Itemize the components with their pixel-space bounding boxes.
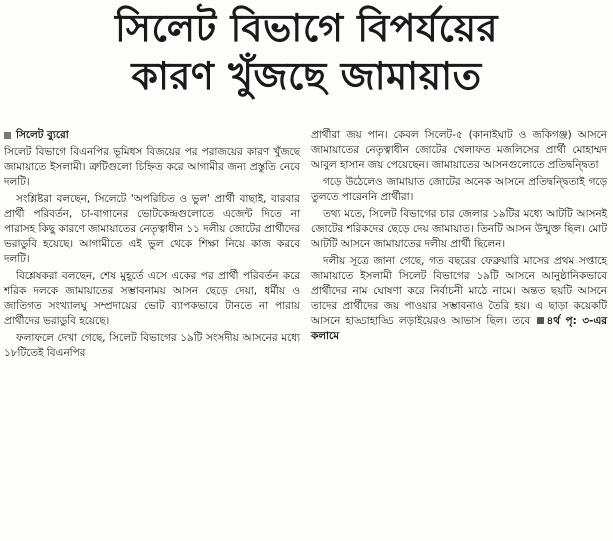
- square-jump-icon: [537, 317, 544, 324]
- paragraph: [311, 254, 607, 344]
- paragraph: সংশ্লিষ্টরা বলছেন, সিলেটে 'অপরিচিত ও ভুল' প্রার্থী বাছাই, বারবার প্রার্থী পরিবর্তন, চা-বাগানের ভোটকেন্দ্রগুলোতে এজেন্ট দিতে না পারাসহ কিছু কারণে জামায়াতের নেতৃত্বাধীন ১১ দলীয় জোটের প্রার্থীদের ভরাডুবি হয়েছে। আগামীতে এই ভুল থেকে শিক্ষা নিয়ে কাজ করবে দলটি।: [4, 193, 300, 265]
- right-column: [311, 128, 607, 346]
- left-column: [4, 128, 300, 363]
- paragraph: তথ্য মতে, সিলেট বিভাগের চার জেলার ১৯টির মধ্যে আটটি আসনই জোটের শরিকদের ছেড়ে দেয় জামায়াত। তিনটি আসন উন্মুক্ত ছিল। মোট আটটি আসনে জামায়াতের দলীয় প্রার্থী ছিলেন।: [311, 208, 607, 250]
- jump-link[interactable]: ৪র্থ পৃ: ৩-এর কলামে: [311, 315, 607, 342]
- byline-text: সিলেট ব্যুরো: [16, 129, 69, 141]
- paragraph: প্রার্থীরা জয় পান। কেবল সিলেট-৫ (কানাইঘাট ও জকিগঞ্জ) আসনে জামায়াতের নেতৃত্বাধীন জোটের খেলাফত মজলিসের প্রার্থী মোহাম্মদ আবুল হাসান জয় পেয়েছেন। জামায়াতের আসনগুলোতে প্রতিদ্বন্দ্বিতা: [311, 129, 607, 171]
- square-bullet-icon: [4, 132, 11, 139]
- paragraph: ফলাফলে দেখা গেছে, সিলেট বিভাগের ১৯টি সংসদীয় আসনের মধ্যে ১৮টিতেই বিএনপির: [4, 332, 300, 359]
- byline: [4, 128, 300, 143]
- headline-line-2: কারণ খুঁজছে জামায়াত: [131, 54, 482, 98]
- paragraph: সিলেট বিভাগে বিএনপির ভূমিধস বিজয়ের পর পরাজয়ের কারণ খুঁজছে জামায়াতে ইসলামী। ত্রুটিগুলো চিহ্নিত করে আগামীর জন্য প্রস্তুতি নেবে দলটি।: [4, 146, 300, 188]
- headline-line-1: সিলেট বিভাগে বিপর্যয়ের: [114, 6, 498, 50]
- paragraph: বিশ্লেষকরা বলছেন, শেষ মুহূর্তে এসে একের পর প্রার্থী পরিবর্তন করে শরিক দলকে জামায়াতের সম্ভাবনাময় আসন ছেড়ে দেয়া, ধর্মীয় ও জাতিগত সংখ্যালঘু সম্প্রদায়ের ভোট ব্যাপকভাবে টানতে না পারায় প্রার্থীদের ভরাডুবি হয়েছে।: [4, 270, 300, 327]
- paragraph-text: দলীয় সূত্রে জানা গেছে, গত বছরের ফেব্রুয়ারি মাসের প্রথম সপ্তাহে জামায়াতে ইসলামী সিলেট বিভাগের ১৯টি আসনে আনুষ্ঠানিকভাবে প্রার্থীদের নাম ঘোষণা করে নির্বাচনী মাঠে নামে। অন্তত ছয়টি আসনে তাদের প্রার্থীদের জয় পাওয়ার সম্ভাবনাও তৈরি হয়। এ ছাড়া কয়েকটি আসনে হাড্ডাহাড্ডি লড়াইয়েরও আভাস ছিল। তবে: [311, 255, 607, 327]
- headline: [0, 4, 613, 100]
- paragraph: গড়ে উঠেলেও জামায়াত জোটের অনেক আসনে প্রতিদ্বন্দ্বিতাই গড়ে তুলতে পারেননি প্রার্থীরা।: [311, 176, 607, 203]
